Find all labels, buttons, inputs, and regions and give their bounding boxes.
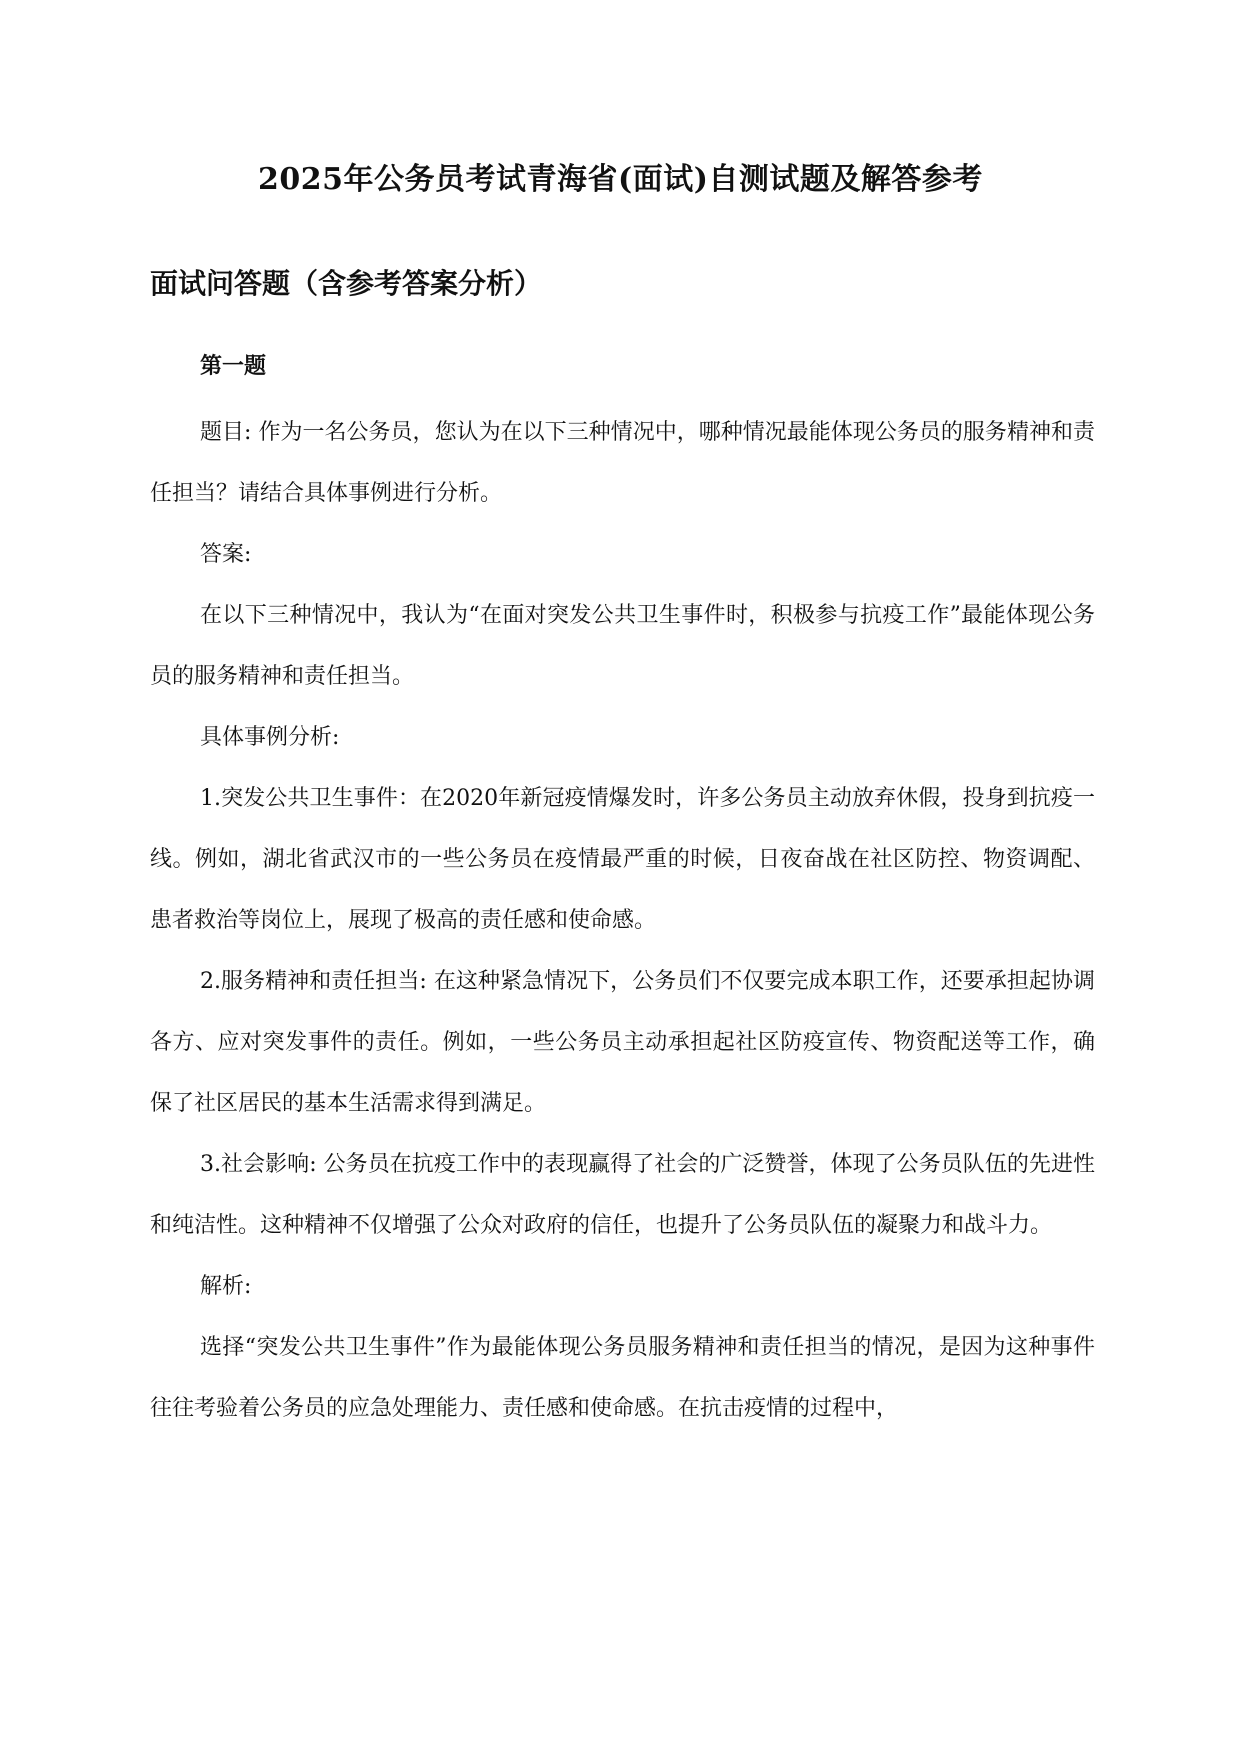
explanation-paragraph: 选择“突发公共卫生事件”作为最能体现公务员服务精神和责任担当的情况，是因为这种事件往往考验着公务员的应急处理能力、责任感和使命感。在抗击疫情的过程中，	[150, 1335, 1095, 1421]
document-body	[150, 402, 1095, 1439]
answer-label: 答案:	[200, 542, 252, 567]
example-analysis-label: 具体事例分析:	[200, 725, 340, 750]
document-title: 2025年公务员考试青海省(面试)自测试题及解答参考	[258, 162, 983, 197]
question-prompt-paragraph: 题目: 作为一名公务员，您认为在以下三种情况中，哪种情况最能体现公务员的服务精神和责任担当？请结合具体事例进行分析。	[150, 420, 1095, 506]
explanation-label: 解析:	[200, 1274, 252, 1299]
section-heading: 面试问答题（含参考答案分析）	[150, 267, 543, 300]
analysis-point-3: 3.社会影响: 公务员在抗疫工作中的表现赢得了社会的广泛赞誉，体现了公务员队伍的先进性和纯洁性。这种精神不仅增强了公众对政府的信任，也提升了公务员队伍的凝聚力和战斗力。	[150, 1152, 1095, 1238]
analysis-point-2: 2.服务精神和责任担当: 在这种紧急情况下，公务员们不仅要完成本职工作，还要承担起协调各方、应对突发事件的责任。例如，一些公务员主动承担起社区防疫宣传、物资配送等工作，确保了社区居民的基本生活需求得到满足。	[150, 969, 1095, 1116]
answer-paragraph: 在以下三种情况中，我认为“在面对突发公共卫生事件时，积极参与抗疫工作”最能体现公务员的服务精神和责任担当。	[150, 603, 1095, 689]
analysis-point-1: 1.突发公共卫生事件：在2020年新冠疫情爆发时，许多公务员主动放弃休假，投身到抗疫一线。例如，湖北省武汉市的一些公务员在疫情最严重的时候，日夜奋战在社区防控、物资调配、患者救治等岗位上，展现了极高的责任感和使命感。	[150, 786, 1095, 933]
question-heading: 第一题	[200, 353, 267, 379]
